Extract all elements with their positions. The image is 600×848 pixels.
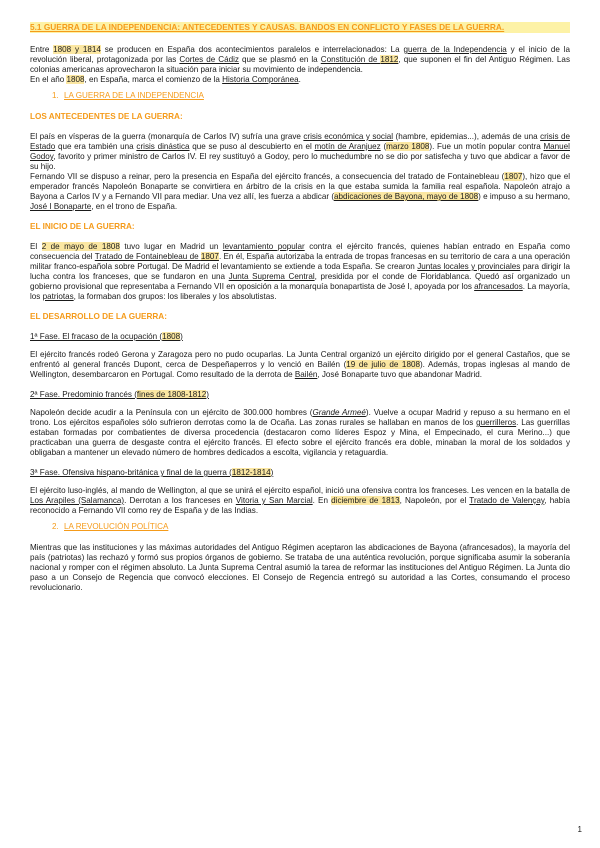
text-run: , presidida por el conde de Floridablanca. Quedó así organizado un gobierno provisional que representaba a Fernando VII en oposición a la monarquía bonapartista de José I, apoyada por los bbox=[30, 272, 571, 291]
highlight-date: 2 de mayo de 1808 bbox=[41, 242, 120, 251]
text-run: 3ª Fase. Ofensiva hispano-británica y final de la guerra ( bbox=[30, 468, 232, 477]
text-run: . En bbox=[312, 496, 332, 505]
text-run: ). Vuelve a ocupar Madrid y repuso a su hermano en el trono. Los ejércitos españoles sólo sufrieron derrotas como la de Ocaña. Las zonas rurales se hallaban en manos de los bbox=[30, 408, 570, 427]
underlined-term: Bailén bbox=[294, 370, 318, 379]
antecedentes-paragraph-2 bbox=[30, 172, 570, 212]
text-run: ). Fue un motín popular contra bbox=[429, 142, 544, 151]
text-run: En el año bbox=[30, 75, 67, 84]
underlined-term: Historia Comporánea bbox=[222, 75, 299, 84]
text-run: , en España, marca el comienzo de la bbox=[84, 75, 223, 84]
underlined-term: Junta Suprema Central bbox=[228, 272, 315, 281]
text-run: Napoleón decide acudir a la Península con un ejército de 300.000 hombres ( bbox=[30, 408, 313, 417]
text-run: ) bbox=[270, 468, 274, 477]
text-run: Fernando VII se dispuso a reinar, pero la presencia en España del ejército francés, a consecuencia del tratado de Fontainebleau ( bbox=[30, 172, 505, 181]
underlined-term: Manuel Godoy bbox=[30, 142, 570, 161]
underlined-term: afrancesados bbox=[474, 282, 523, 291]
text-run: . bbox=[298, 75, 301, 84]
text-run: 2ª Fase. Predominio francés ( bbox=[30, 390, 137, 399]
section-heading-2 bbox=[52, 522, 570, 532]
text-run: Entre bbox=[30, 45, 54, 54]
text-run: tuvo lugar en Madrid un bbox=[119, 242, 223, 251]
antecedentes-paragraph-1 bbox=[30, 132, 570, 172]
subheading-inicio: EL INICIO DE LA GUERRA: bbox=[30, 222, 135, 231]
text-run: 1ª Fase. El fracaso de la ocupación ( bbox=[30, 332, 163, 341]
underlined-term: Los Arapiles (Salamanca) bbox=[30, 496, 125, 505]
text-run: , Napoleón, por el bbox=[399, 496, 470, 505]
underlined-term: Cortes de Cádiz bbox=[179, 55, 239, 64]
underlined-term: guerrilleros bbox=[476, 418, 517, 427]
fase-3-paragraph bbox=[30, 486, 570, 516]
text-run: para dirigir la lucha contra los franceses, que se fundaron en una bbox=[30, 262, 570, 281]
underlined-term: Constitución de bbox=[320, 55, 381, 64]
text-run: , en el trono de España. bbox=[91, 202, 178, 211]
highlight-date: 1812 bbox=[380, 55, 399, 64]
text-run: se producen en España dos acontecimientos paralelos e interrelacionados: La bbox=[100, 45, 404, 54]
underlined-term: Tratado de Valençay bbox=[469, 496, 545, 505]
subheading-desarrollo: EL DESARROLLO DE LA GUERRA: bbox=[30, 312, 167, 321]
fase-3-heading bbox=[30, 468, 570, 478]
text-run: . Las guerrillas estaban formadas por combatientes de diversa procedencia (destacaron como líderes Espoz y Mina, el Empecinado, el cura Merino...) que practicaban una guerra de desgaste contra el ejército francés. El efecto sobre el ejército francés era doble, minaban la moral de los soldados y obligaban a mantener un elevado número de hombres dedicados a escolta, vigilancia y retaguardia. bbox=[30, 418, 570, 457]
highlight-date: 1807 bbox=[504, 172, 523, 181]
text-run: que se plasmó en la bbox=[238, 55, 321, 64]
text-run: El ejército luso-inglés, al mando de Wellington, al que se unirá el ejército español, inició una ofensiva contra los franceses. Les vencen en la batalla de bbox=[30, 486, 570, 495]
underlined-term: guerra de la Independencia bbox=[403, 45, 507, 54]
highlight-date: 19 de julio de 1808 bbox=[346, 360, 420, 369]
highlight-dates: 1808 y 1814 bbox=[53, 45, 101, 54]
fase-1-paragraph bbox=[30, 350, 570, 380]
underlined-term: crisis dinástica bbox=[136, 142, 190, 151]
highlight-date: 1808 bbox=[66, 75, 85, 84]
text-run: ), hizo que el emperador francés Napoleón Bonaparte se convirtiera en árbitro de la crisis en la que estaba sumida la familia real española. Napoleón atrajo a Bayona a Carlos IV y a Fernando VII para mediar. Una vez allí, les fuerza a abdicar ( bbox=[30, 172, 570, 201]
highlight-date: 1808 bbox=[162, 332, 181, 341]
text-run: ( bbox=[380, 142, 387, 151]
text-run: . En él, España autorizaba la entrada de tropas francesas en su territorio de cara a una operación militar franco-española sobre Portugal. De Madrid el levantamiento se extiende a toda España. Se crearon bbox=[30, 252, 571, 271]
underlined-term: motín de Aranjuez bbox=[314, 142, 381, 151]
inicio-paragraph bbox=[30, 242, 570, 302]
section-label: LA REVOLUCIÓN POLÍTICA bbox=[64, 522, 169, 531]
underlined-term: Grande Armeé bbox=[312, 408, 366, 417]
text-run: , José Bonaparte tuvo que abandonar Madrid. bbox=[317, 370, 483, 379]
intro-paragraph-2 bbox=[30, 75, 570, 85]
text-run: ). Además, tropas inglesas al mando de Wellington, desembarcaron en Portugal. Como resultado de la derrota de bbox=[30, 360, 571, 379]
section-number: 1. bbox=[52, 91, 59, 100]
underlined-term: Tratado de Fontainebleau de bbox=[94, 252, 201, 261]
subheading-antecedentes: LOS ANTECEDENTES DE LA GUERRA: bbox=[30, 112, 183, 121]
text-run: que se puso al descubierto en el bbox=[189, 142, 315, 151]
highlight-date: 1807 bbox=[200, 252, 219, 261]
underlined-term: patriotas bbox=[42, 292, 74, 301]
text-run: El ejército francés rodeó Gerona y Zaragoza pero no pudo ocuparlas. La Junta Central organizó un ejército dirigido por el general Castaños, que se enfrentó al general francés Dupont, cerca de Despeñaperros y lo venció en Bailén ( bbox=[30, 350, 570, 369]
revolucion-paragraph: Mientras que las instituciones y las máximas autoridades del Antiguo Régimen aceptaron las abdicaciones de Bayona (afrancesados), la mayoría del país (patriotas) las rechazó y formó sus propios órganos de gobierno. Se trataba de una auténtica revolución, porque significaba asumir la soberanía nacional y romper con el régimen absoluto. La Junta Suprema Central asumió la tarea de reformar las instituciones del Antiguo Régimen. La Junta dio paso a un Consejo de Regencia que convocó elecciones. El Consejo de Regencia entregó su autoridad a las Cortes, consumando el proceso revolucionario. bbox=[30, 543, 570, 592]
section-label: LA GUERRA DE LA INDEPENDENCIA bbox=[64, 91, 204, 100]
text-run: , favorito y primer ministro de Carlos IV. El rey sustituyó a Godoy, pero lo muchedumbre no se dio por satisfecha y tuvo que abdicar a favor de su hijo. bbox=[30, 152, 570, 171]
text-run: contra el ejército francés, quienes habían entrado en España como consecuencia del bbox=[30, 242, 570, 261]
text-run: , que suponen el fin del Antiguo Régimen. Las colonias americanas aprovecharon la situación para iniciar su movimiento de independencia. bbox=[30, 55, 570, 74]
text-run: (hambre, epidemias...), además de una bbox=[393, 132, 541, 141]
highlight-date: diciembre de 1813 bbox=[331, 496, 400, 505]
fase-2-paragraph bbox=[30, 408, 570, 458]
intro-paragraph bbox=[30, 45, 570, 75]
underlined-term: Juntas locales y provinciales bbox=[417, 262, 521, 271]
highlight-date: marzo 1808 bbox=[386, 142, 430, 151]
text-run: El país en vísperas de la guerra (monarquía de Carlos IV) sufría una grave bbox=[30, 132, 304, 141]
text-run: . Derrotan a los franceses en bbox=[124, 496, 236, 505]
underlined-term: levantamiento popular bbox=[222, 242, 305, 251]
text-run: , la formaban dos grupos: los liberales y los absolutistas. bbox=[73, 292, 277, 301]
underlined-term: José I Bonaparte bbox=[30, 202, 92, 211]
text-run: ) e impuso a su hermano, bbox=[478, 192, 570, 201]
text-run: El bbox=[30, 242, 42, 251]
fase-2-heading bbox=[30, 390, 570, 400]
section-heading-1 bbox=[52, 91, 570, 101]
text-run: ) bbox=[206, 390, 209, 399]
highlight-date: fines de 1808-1812 bbox=[136, 390, 207, 399]
fase-1-heading bbox=[30, 332, 570, 342]
text-run: , había reconocido a Fernando VII como rey de España y de las Indias. bbox=[30, 496, 571, 515]
underlined-term: crisis económica y social bbox=[303, 132, 394, 141]
text-run: que era también una bbox=[55, 142, 137, 151]
text-run: ) bbox=[180, 332, 183, 341]
page-title: 5.1 GUERRA DE LA INDEPENDENCIA: ANTECEDENTES Y CAUSAS. BANDOS EN CONFLICTO Y FASES DE LA GUERRA. bbox=[30, 22, 570, 33]
highlight-date: 1812-1814 bbox=[231, 468, 271, 477]
underlined-term: Vitoria y San Marcial bbox=[235, 496, 313, 505]
text-run: . La mayoría, los bbox=[30, 282, 570, 301]
text-run: y el inicio de la revolución liberal, protagonizada por las bbox=[30, 45, 570, 64]
page-number: 1 bbox=[577, 825, 582, 834]
section-number: 2. bbox=[52, 522, 59, 531]
underlined-term: crisis de Estado bbox=[30, 132, 571, 151]
highlight-term: abdicaciones de Bayona, mayo de 1808 bbox=[334, 192, 479, 201]
